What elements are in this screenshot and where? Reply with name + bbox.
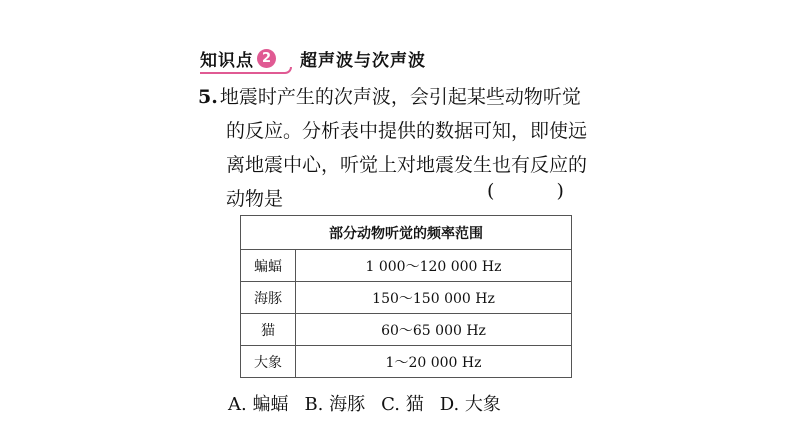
table-row: [241, 346, 572, 378]
animal-cell: 大象: [241, 346, 296, 378]
answer-blank: ( ): [487, 180, 592, 202]
range-cell: 60～65 000 Hz: [296, 314, 572, 346]
table-row: [241, 250, 572, 282]
range-cell: 1～20 000 Hz: [296, 346, 572, 378]
frequency-table: [240, 215, 572, 378]
table-header-row: [241, 216, 572, 250]
question-text-line: 地震时产生的次声波，会引起某些动物听觉: [219, 86, 581, 108]
animal-cell: 猫: [241, 314, 296, 346]
question-text-line: 的反应。分析表中提供的数据可知，即使远: [226, 120, 588, 142]
option-c[interactable]: C. 猫: [381, 394, 424, 415]
question-text-line: 动物是: [226, 188, 284, 210]
question-number: 5.: [198, 86, 218, 108]
option-a[interactable]: A. 蝙蝠: [228, 394, 289, 415]
section-title: 超声波与次声波: [300, 50, 426, 71]
question-line-1: [198, 80, 598, 114]
knowledge-point-number-badge: 2: [257, 49, 276, 68]
question-line-3: [198, 148, 598, 182]
knowledge-point-label: 知识点: [200, 50, 254, 71]
table-row: [241, 314, 572, 346]
range-cell: 1 000～120 000 Hz: [296, 250, 572, 282]
question-line-2: [198, 114, 598, 148]
question-text-line: 离地震中心，听觉上对地震发生也有反应的: [226, 154, 588, 176]
table-title: 部分动物听觉的频率范围: [241, 216, 572, 250]
table-row: [241, 282, 572, 314]
option-d[interactable]: D. 大象: [439, 394, 501, 415]
answer-options: [228, 390, 501, 416]
animal-cell: 蝙蝠: [241, 250, 296, 282]
option-b[interactable]: B. 海豚: [304, 394, 366, 415]
range-cell: 150～150 000 Hz: [296, 282, 572, 314]
knowledge-point-underline: [200, 67, 292, 74]
animal-cell: 海豚: [241, 282, 296, 314]
